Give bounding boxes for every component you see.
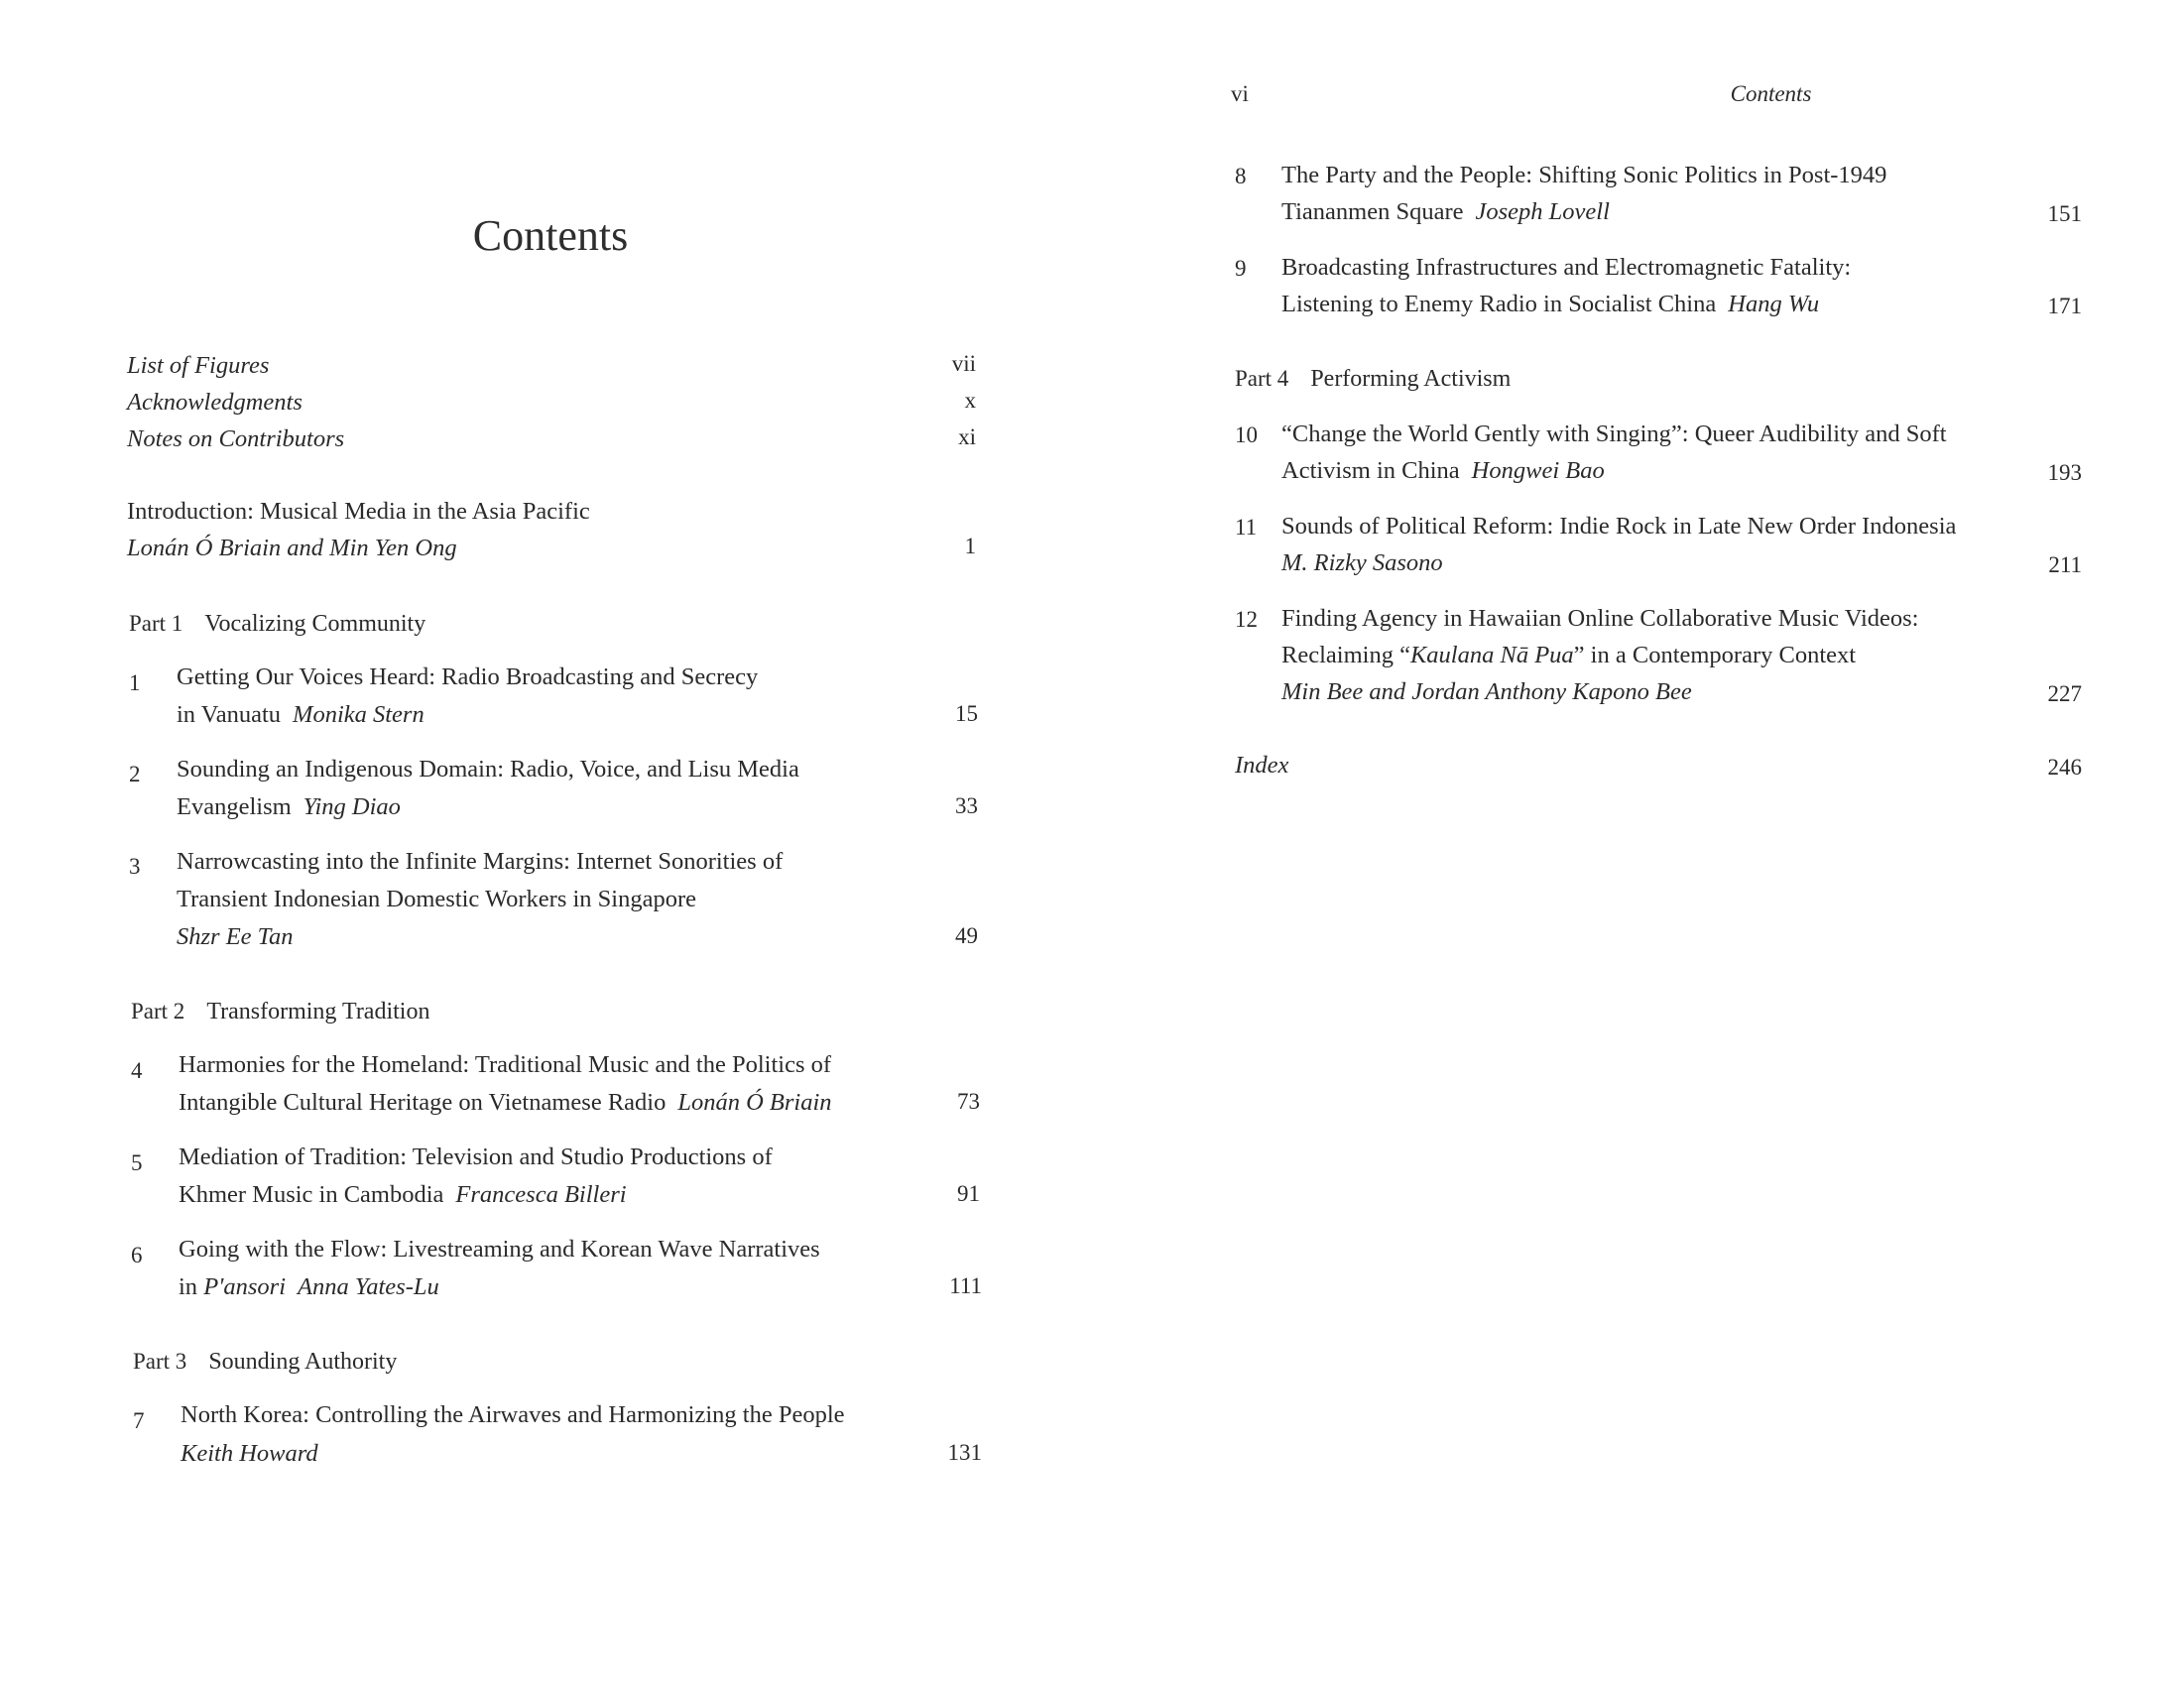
chapter-title-line: Harmonies for the Homeland: Traditional Music and the Politics of	[179, 1051, 832, 1078]
chapter-author: Anna Yates-Lu	[298, 1273, 439, 1300]
chapter-author: Lonán Ó Briain	[677, 1089, 832, 1116]
chapter-number: 10	[1235, 422, 1258, 447]
chapter-number: 9	[1235, 256, 1247, 281]
chapter-title-line: Listening to Enemy Radio in Socialist China Hang Wu	[1281, 291, 1820, 317]
page-number: 15	[955, 701, 978, 726]
chapter-author: Francesca Billeri	[455, 1181, 627, 1208]
page-number: 73	[957, 1089, 980, 1114]
chapter-author: Monika Stern	[293, 701, 425, 728]
chapter-number: 3	[129, 854, 141, 879]
chapter-author: Shzr Ee Tan	[177, 923, 294, 950]
chapter-author: Min Bee and Jordan Anthony Kapono Bee	[1281, 678, 1692, 705]
chapter-author: Keith Howard	[181, 1440, 318, 1467]
right-page	[1092, 0, 2184, 1686]
chapter-title-line: Evangelism Ying Diao	[177, 793, 401, 820]
chapter-number: 7	[133, 1408, 145, 1433]
chapter-title-line: Sounding an Indigenous Domain: Radio, Voice, and Lisu Media	[177, 756, 799, 783]
chapter-number: 11	[1235, 515, 1258, 540]
page-number: x	[964, 388, 976, 413]
chapter-number: 8	[1235, 164, 1247, 188]
running-head-title: Contents	[1730, 81, 1812, 106]
chapter-title-line: Narrowcasting into the Infinite Margins: Internet Sonorities of	[177, 848, 784, 875]
chapter-author: M. Rizky Sasono	[1281, 549, 1443, 576]
chapter-title-line: in Vanuatu Monika Stern	[177, 701, 425, 728]
page-title: Contents	[472, 211, 629, 260]
chapter-number: 12	[1235, 607, 1258, 632]
chapter-title-line: Khmer Music in Cambodia Francesca Billeri	[179, 1181, 627, 1208]
chapter-title-line: Transient Indonesian Domestic Workers in Singapore	[177, 886, 697, 912]
toc-entry-notes-on-contributors: Notes on Contributors	[127, 425, 345, 452]
page-number: 151	[2047, 201, 2082, 226]
chapter-number: 2	[129, 762, 141, 786]
chapter-author: Hang Wu	[1728, 291, 1820, 317]
chapter-author: Ying Diao	[303, 793, 401, 820]
page-number: vii	[951, 351, 976, 376]
toc-entry-list-of-figures: List of Figures	[127, 352, 270, 379]
chapter-title-line: Intangible Cultural Heritage on Vietnamese Radio Lonán Ó Briain	[179, 1089, 832, 1116]
page-number: 246	[2047, 755, 2082, 780]
running-head-page-number: vi	[1231, 81, 1249, 106]
part-heading-2: Part 2 Transforming Tradition	[131, 999, 430, 1024]
chapter-title-line: “Change the World Gently with Singing”: Queer Audibility and Soft	[1281, 421, 1947, 447]
chapter-number: 1	[129, 670, 141, 695]
chapter-title-line: Finding Agency in Hawaiian Online Collaborative Music Videos:	[1281, 605, 1919, 632]
chapter-title-line: Getting Our Voices Heard: Radio Broadcasting and Secrecy	[177, 663, 759, 690]
chapter-title-line: in P'ansori Anna Yates-Lu	[179, 1273, 439, 1300]
toc-entry-acknowledgments: Acknowledgments	[127, 389, 303, 416]
chapter-number: 5	[131, 1150, 143, 1175]
page-number: 49	[955, 923, 978, 948]
page-number: 1	[964, 534, 976, 558]
part-heading-3: Part 3 Sounding Authority	[133, 1349, 398, 1375]
chapter-title-line: Reclaiming “Kaulana Nā Pua” in a Contemporary Context	[1281, 642, 1857, 668]
chapter-title-line: Mediation of Tradition: Television and Studio Productions of	[179, 1144, 773, 1170]
chapter-title-line: North Korea: Controlling the Airwaves and Harmonizing the People	[181, 1401, 845, 1428]
page-number: 33	[955, 793, 978, 818]
chapter-author: Joseph Lovell	[1475, 198, 1610, 225]
chapter-title-line: Going with the Flow: Livestreaming and Korean Wave Narratives	[179, 1236, 820, 1263]
chapter-author: Hongwei Bao	[1471, 457, 1605, 484]
part-heading-4: Part 4 Performing Activism	[1235, 366, 1512, 392]
chapter-title-line: Activism in China Hongwei Bao	[1281, 457, 1605, 484]
chapter-title-line: Broadcasting Infrastructures and Electromagnetic Fatality:	[1281, 254, 1852, 281]
toc-author: Lonán Ó Briain and Min Yen Ong	[127, 535, 457, 561]
page-number: 131	[947, 1440, 982, 1465]
page-number: 211	[2048, 552, 2082, 577]
toc-entry-index: Index	[1235, 752, 1289, 779]
page-number: 227	[2047, 681, 2082, 706]
page-number: 193	[2047, 460, 2082, 485]
chapter-title-line: Tiananmen Square Joseph Lovell	[1281, 198, 1610, 225]
page-number: 171	[2047, 294, 2082, 318]
page-number: xi	[958, 424, 976, 449]
part-heading-1: Part 1 Vocalizing Community	[129, 611, 426, 637]
toc-entry-introduction: Introduction: Musical Media in the Asia Pacific	[127, 498, 590, 525]
chapter-title-line: The Party and the People: Shifting Sonic Politics in Post-1949	[1281, 162, 1887, 188]
page-number: 91	[957, 1181, 980, 1206]
chapter-title-line: Sounds of Political Reform: Indie Rock in Late New Order Indonesia	[1281, 513, 1957, 540]
chapter-number: 6	[131, 1243, 143, 1267]
chapter-number: 4	[131, 1058, 143, 1083]
page-number: 111	[949, 1273, 982, 1298]
